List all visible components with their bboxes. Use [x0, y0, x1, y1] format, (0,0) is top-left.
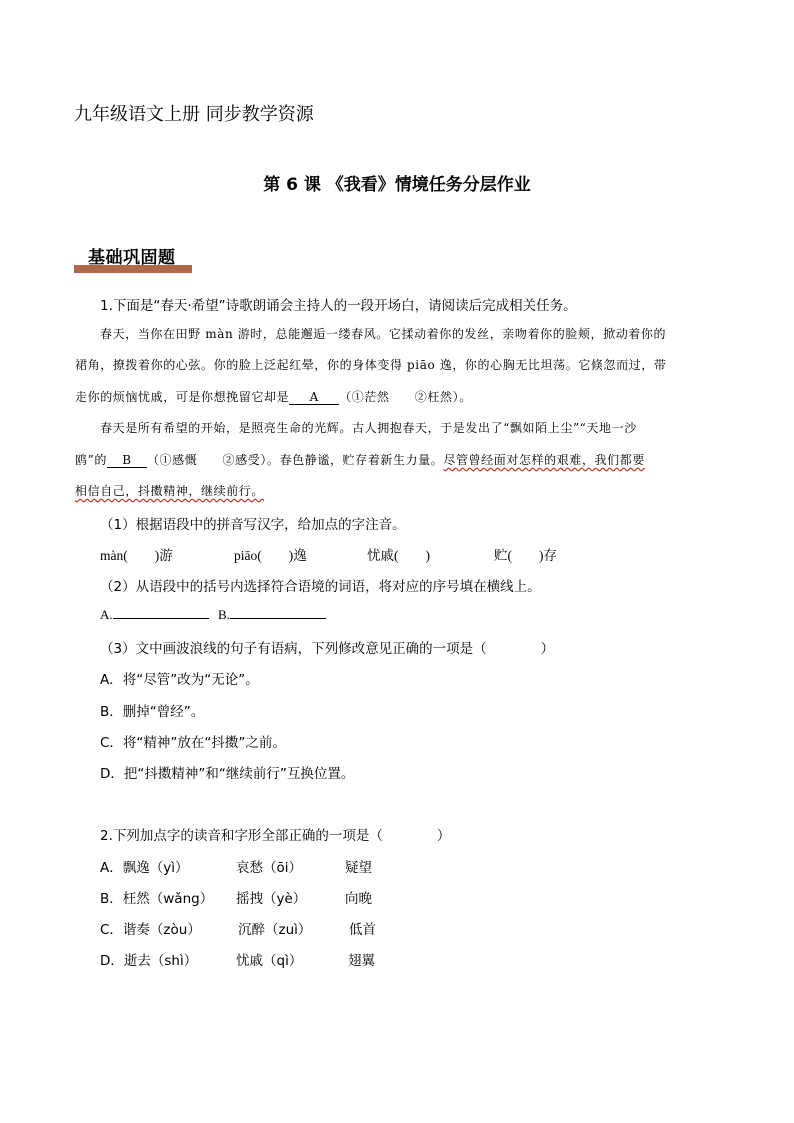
blank-b[interactable]: B [107, 453, 147, 468]
section-heading-label: 基础巩固题 [88, 248, 176, 268]
option-b[interactable]: B．删掉“曾经”。 [100, 704, 205, 720]
answer-line-a[interactable] [100, 606, 209, 623]
q2-option-b-1[interactable]: B．枉然（wǎng） [100, 891, 214, 907]
page-title: 第 6 课 《我看》情境任务分层作业 [263, 175, 531, 195]
q2-option-c-3: 低首 [349, 922, 376, 938]
answer-label-a: A. [100, 607, 113, 622]
passage-line-3-choices: （①茫然 ②枉然）。 [339, 390, 472, 404]
passage-line-1: 春天，当你在田野 màn 游时，总能邂逅一缕春风。它揉动着你的发丝，亲吻着你的脸颊，掀动着你的 [100, 327, 667, 341]
document-header: 九年级语文上册 同步教学资源 [74, 104, 314, 125]
question-1-intro: 1.下面是“春天·希望”诗歌朗诵会主持人的一段开场白，请阅读后完成相关任务。 [100, 298, 577, 314]
wavy-sentence-part-2: 相信自己，抖擞精神，继续前行。 [75, 484, 265, 498]
answer-field-a[interactable] [113, 606, 209, 619]
passage-line-5-choices: （①感慨 ②感受）。春色静谧，贮存着新生力量。 [146, 453, 444, 467]
answer-label-b: B. [218, 607, 230, 622]
passage-line-5-text: 鸥”的 [75, 453, 107, 467]
answer-field-b[interactable] [230, 606, 326, 619]
q2-option-b-3: 向晚 [345, 891, 372, 907]
wavy-sentence-part-1: 尽管曾经面对怎样的艰难，我们都要 [443, 453, 645, 467]
pinyin-item-2[interactable]: piāo( )逸 [234, 548, 307, 563]
q2-option-c-1[interactable]: C．谐奏（zòu） [100, 922, 201, 938]
question-2-stem: 2.下列加点字的读音和字形全部正确的一项是（ ） [100, 828, 451, 844]
q2-option-c-2: 沉醉（zuì） [238, 922, 312, 938]
answer-line-b[interactable] [218, 606, 326, 623]
q2-option-d-3: 翅翼 [348, 953, 375, 969]
passage-line-3 [75, 388, 472, 405]
option-c[interactable]: C．将“精神”放在“抖擞”之前。 [100, 735, 286, 751]
pinyin-item-3[interactable]: 忧戚( ) [367, 548, 430, 563]
pinyin-item-1[interactable]: màn( )游 [100, 548, 173, 563]
passage-line-5 [75, 451, 645, 468]
option-d[interactable]: D．把“抖擞精神”和“继续前行”互换位置。 [100, 766, 355, 782]
sub-question-1: （1）根据语段中的拼音写汉字，给加点的字注音。 [100, 517, 406, 533]
passage-line-2: 裙角，撩拨着你的心弦。你的脸上泛起红晕，你的身体变得 piāo 逸，你的心胸无比坦荡。它倏忽而过，带 [75, 358, 667, 372]
passage-line-4: 春天是所有希望的开始，是照亮生命的光辉。古人拥抱春天，于是发出了“飘如陌上尘”“天地一沙 [100, 421, 637, 435]
passage-line-3-text: 走你的烦恼忧戚，可是你想挽留它却是 [75, 390, 290, 404]
section-heading [74, 243, 194, 273]
q2-option-a-1[interactable]: A．飘逸（yì） [100, 860, 189, 876]
sub-question-2: （2）从语段中的括号内选择符合语境的词语，将对应的序号填在横线上。 [100, 579, 541, 595]
q2-option-d-2: 忧戚（qì） [236, 953, 303, 969]
q2-option-a-2: 哀愁（ōi） [236, 860, 303, 876]
blank-a[interactable]: A [289, 390, 339, 405]
q2-option-d-1[interactable]: D．逝去（shì） [100, 953, 198, 969]
sub-question-3: （3）文中画波浪线的句子有语病，下列修改意见正确的一项是（ ） [100, 641, 555, 657]
q2-option-b-2: 摇拽（yè） [236, 891, 307, 907]
pinyin-item-4[interactable]: 贮( )存 [494, 548, 557, 563]
passage-line-6 [75, 482, 264, 499]
q2-option-a-3: 疑望 [345, 860, 372, 876]
option-a[interactable]: A．将“尽管”改为“无论”。 [100, 672, 259, 688]
